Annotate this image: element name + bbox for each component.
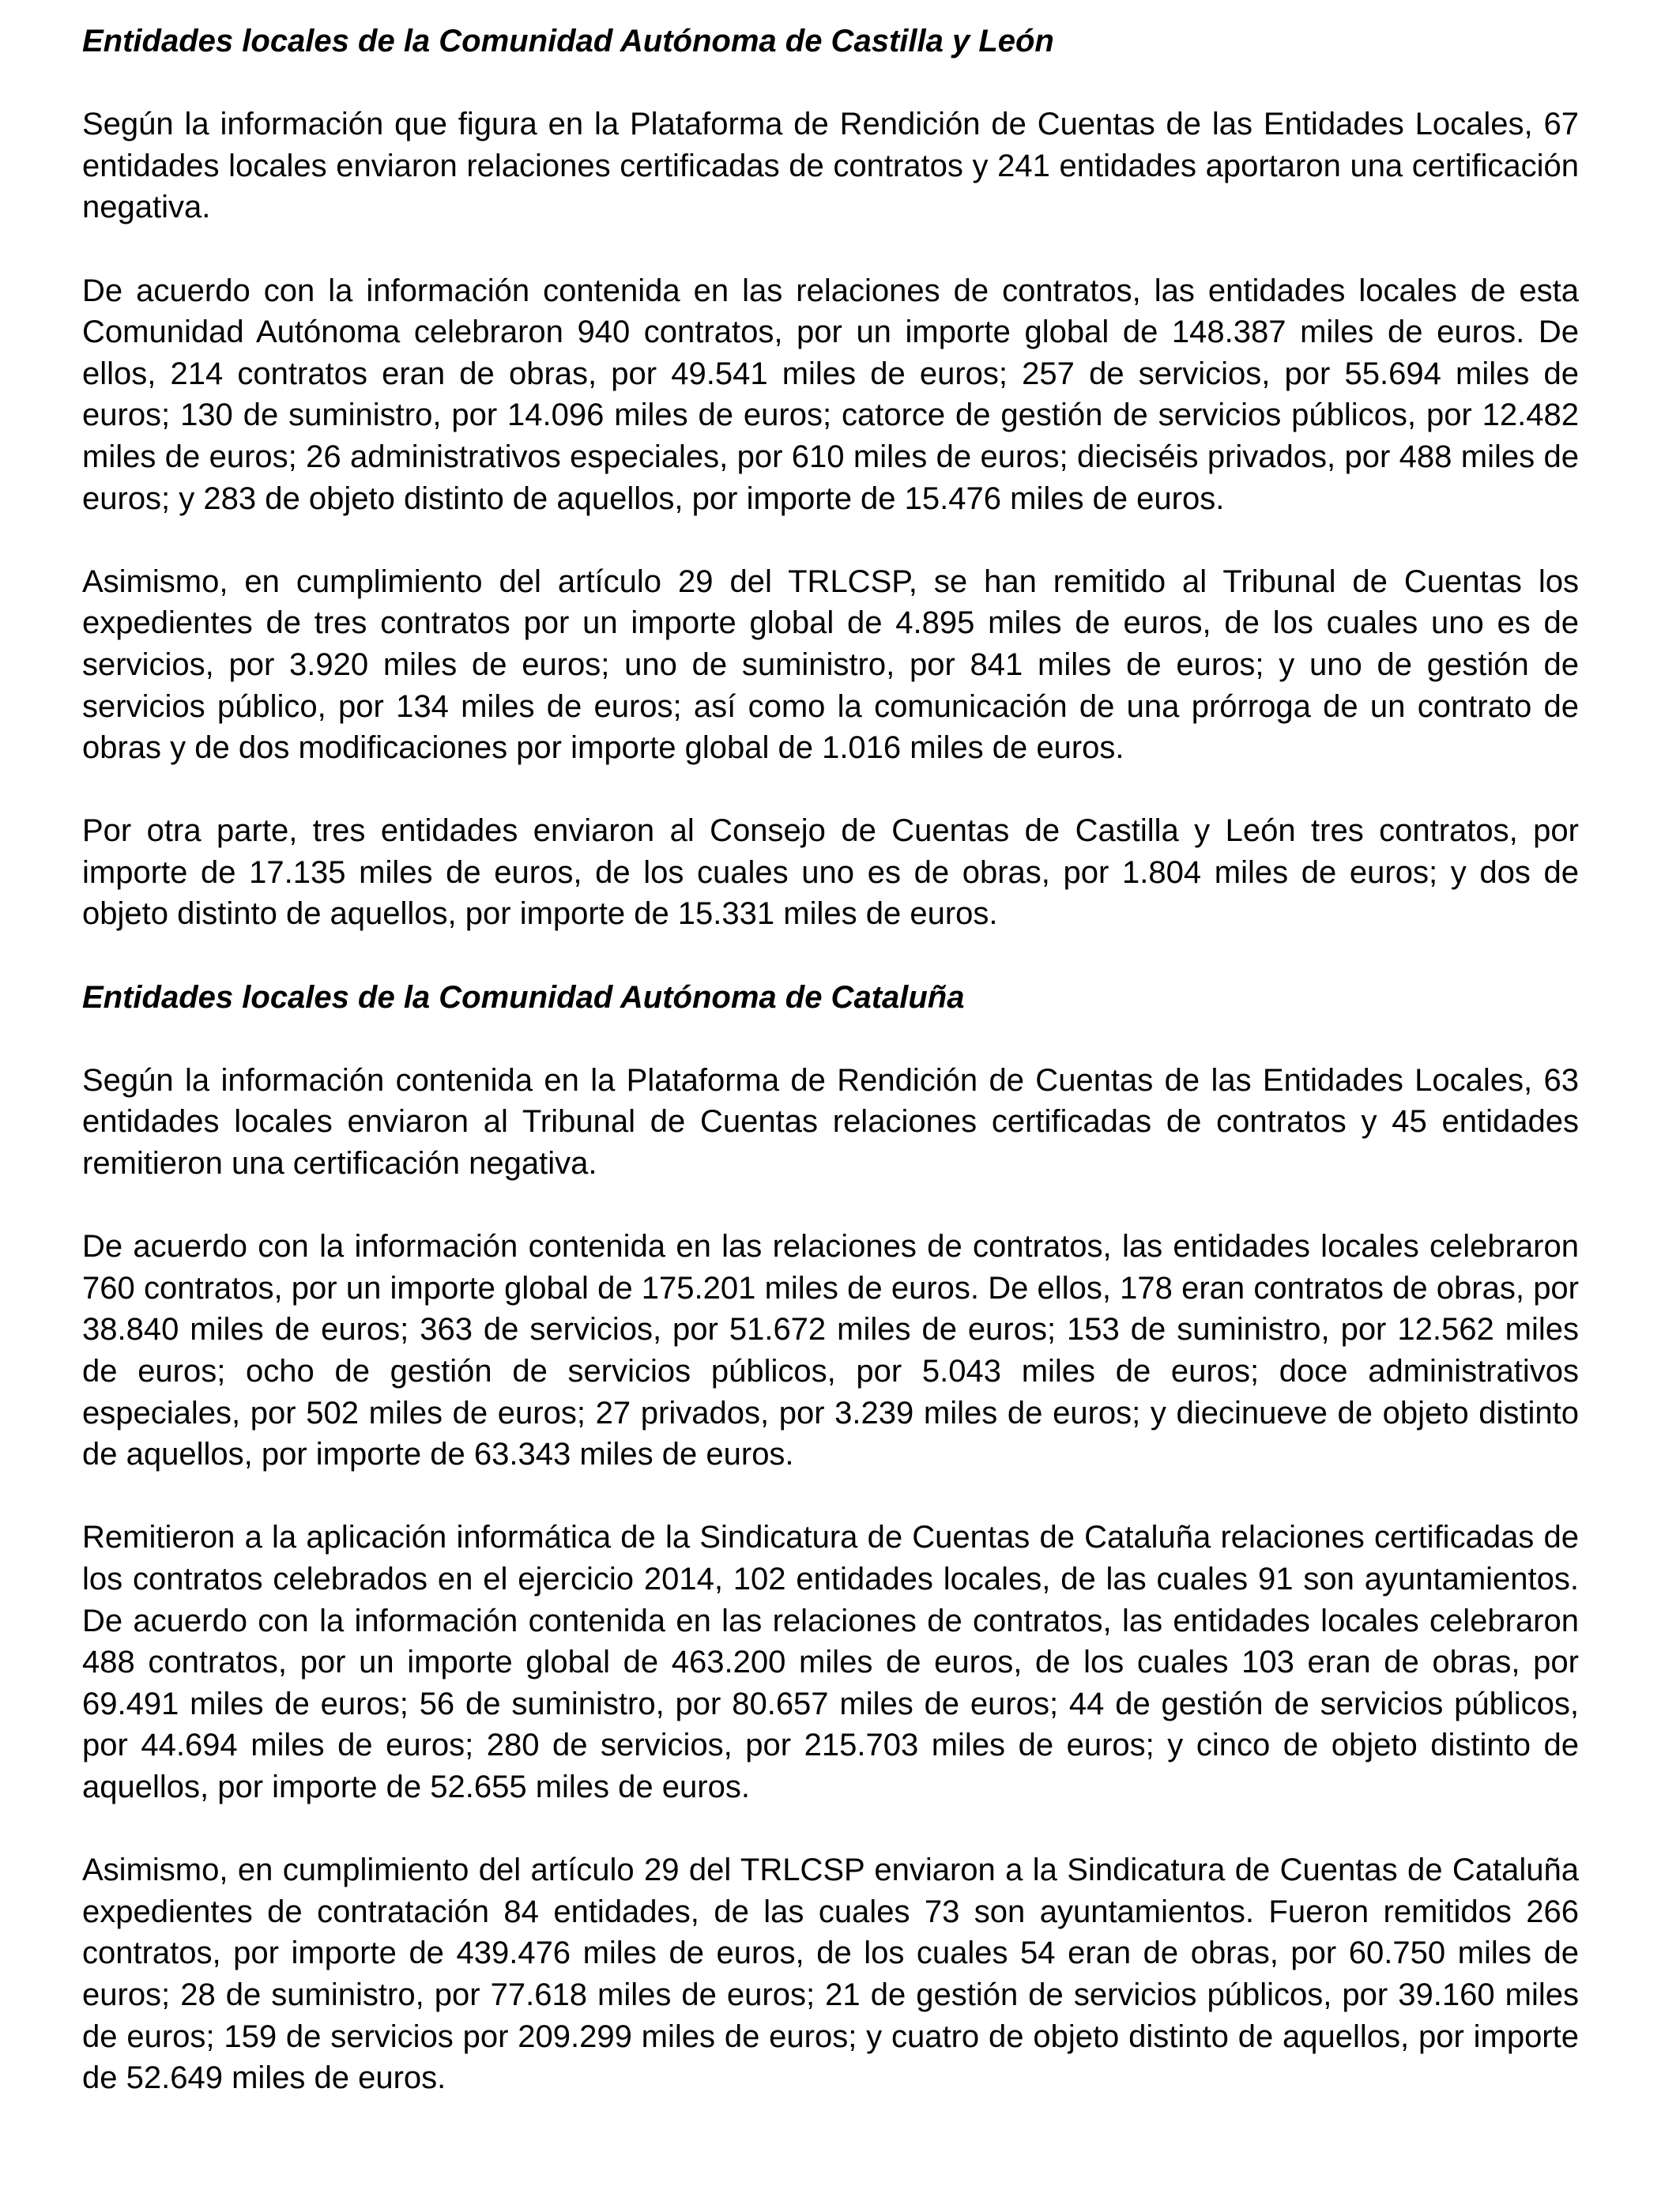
paragraph: Asimismo, en cumplimiento del artículo 29 del TRLCSP enviaron a la Sindicatura de Cuentas de Cataluña expedientes de contratación 84 entidades, de las cuales 73 son ayuntamientos. Fueron remitidos 266 contratos, por importe de 439.476 miles de euros, de los cuales 54 eran de obras, por 60.750 miles de euros; 28 de suministro, por 77.618 miles de euros; 21 de gestión de servicios públicos, por 39.160 miles de euros; 159 de servicios por 209.299 miles de euros; y cuatro de objeto distinto de aquellos, por importe de 52.649 miles de euros.: [82, 1853, 1579, 2096]
document-page: [82, 21, 1579, 2140]
paragraph: Por otra parte, tres entidades enviaron al Consejo de Cuentas de Castilla y León tres contratos, por importe de 17.135 miles de euros, de los cuales uno es de obras, por 1.804 miles de euros; y dos de objeto distinto de aquellos, por importe de 15.331 miles de euros.: [82, 813, 1579, 932]
paragraph: Remitieron a la aplicación informática de la Sindicatura de Cuentas de Cataluña relaciones certificadas de los contratos celebrados en el ejercicio 2014, 102 entidades locales, de las cuales 91 son ayuntamientos. De acuerdo con la información contenida en las relaciones de contratos, las entidades locales celebraron 488 contratos, por un importe global de 463.200 miles de euros, de los cuales 103 eran de obras, por 69.491 miles de euros; 56 de suministro, por 80.657 miles de euros; 44 de gestión de servicios públicos, por 44.694 miles de euros; 280 de servicios, por 215.703 miles de euros; y cinco de objeto distinto de aquellos, por importe de 52.655 miles de euros.: [82, 1520, 1579, 1804]
section-heading: Entidades locales de la Comunidad Autónoma de Castilla y León: [82, 24, 1054, 58]
paragraph: Según la información contenida en la Plataforma de Rendición de Cuentas de las Entidades Locales, 63 entidades locales enviaron al Tribunal de Cuentas relaciones certificadas de contratos y 45 entidades remitieron una certificación negativa.: [82, 1062, 1579, 1182]
section-cataluna: [82, 977, 1579, 2099]
paragraph: De acuerdo con la información contenida en las relaciones de contratos, las entidades locales celebraron 760 contratos, por un importe global de 175.201 miles de euros. De ellos, 178 eran contratos de obras, por 38.840 miles de euros; 363 de servicios, por 51.672 miles de euros; 153 de suministro, por 12.562 miles de euros; ocho de gestión de servicios públicos, por 5.043 miles de euros; doce administrativos especiales, por 502 miles de euros; 27 privados, por 3.239 miles de euros; y diecinueve de objeto distinto de aquellos, por importe de 63.343 miles de euros.: [82, 1229, 1579, 1472]
paragraph: Según la información que figura en la Plataforma de Rendición de Cuentas de las Entidades Locales, 67 entidades locales enviaron relaciones certificadas de contratos y 241 entidades aportaron una certificación negativa.: [82, 107, 1579, 225]
paragraph: De acuerdo con la información contenida en las relaciones de contratos, las entidades locales de esta Comunidad Autónoma celebraron 940 contratos, por un importe global de 148.387 miles de euros. De ellos, 214 contratos eran de obras, por 49.541 miles de euros; 257 de servicios, por 55.694 miles de euros; 130 de suministro, por 14.096 miles de euros; catorce de gestión de servicios públicos, por 12.482 miles de euros; 26 administrativos especiales, por 610 miles de euros; dieciséis privados, por 488 miles de euros; y 283 de objeto distinto de aquellos, por importe de 15.476 miles de euros.: [82, 273, 1579, 516]
paragraph: Asimismo, en cumplimiento del artículo 29 del TRLCSP, se han remitido al Tribunal de Cuentas los expedientes de tres contratos por un importe global de 4.895 miles de euros, de los cuales uno es de servicios, por 3.920 miles de euros; uno de suministro, por 841 miles de euros; y uno de gestión de servicios público, por 134 miles de euros; así como la comunicación de una prórroga de un contrato de obras y de dos modificaciones por importe global de 1.016 miles de euros.: [82, 564, 1579, 766]
section-heading: Entidades locales de la Comunidad Autónoma de Cataluña: [82, 979, 965, 1015]
section-castilla-leon: [82, 21, 1579, 935]
